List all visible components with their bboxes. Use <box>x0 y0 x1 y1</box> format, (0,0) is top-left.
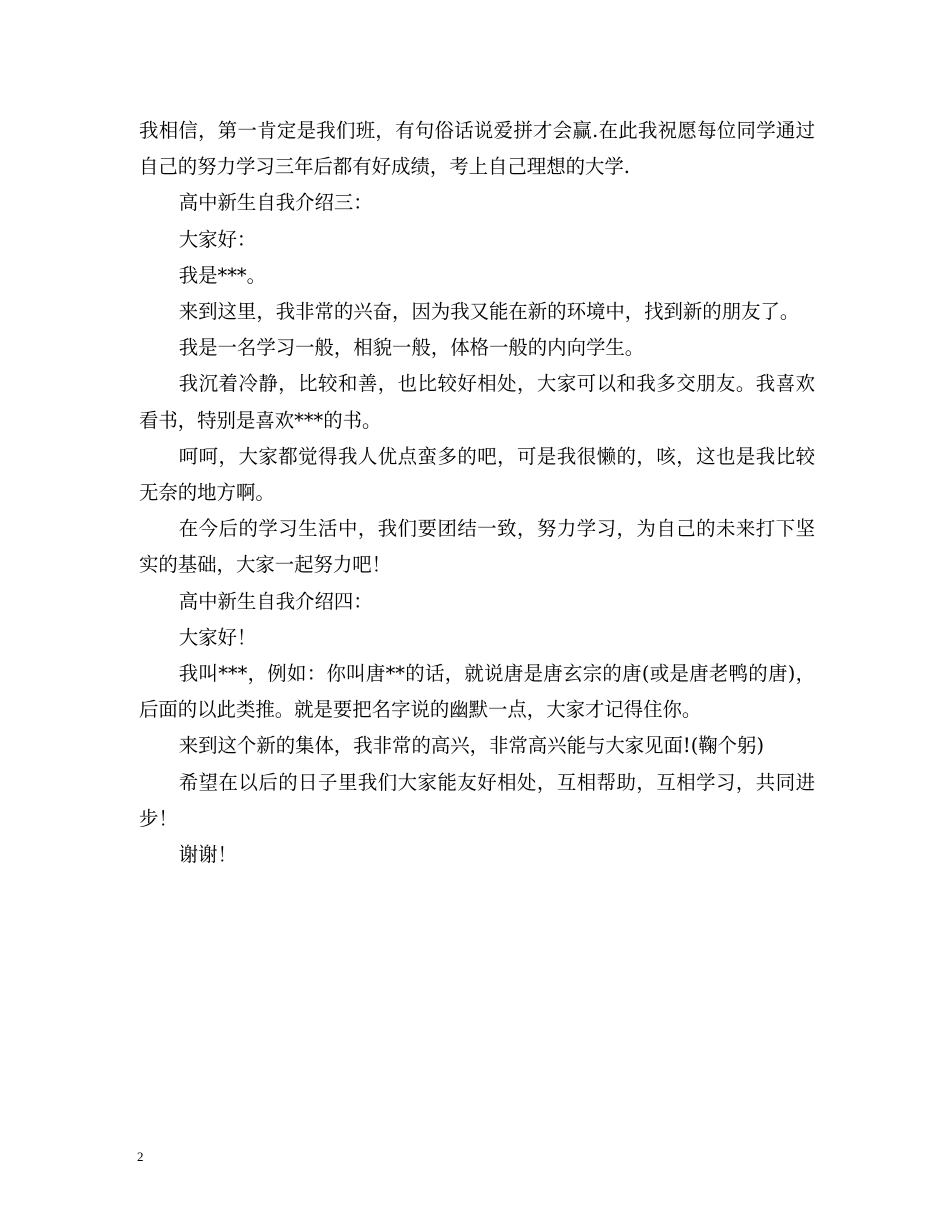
paragraph-9: 在今后的学习生活中，我们要团结一致，努力学习，为自己的未来打下坚实的基础，大家一起努力吧！ <box>139 517 815 577</box>
paragraph-4: 我是***。 <box>178 263 267 287</box>
paragraph-13: 来到这个新的集体，我非常的高兴，非常高兴能与大家见面!(鞠个躬) <box>178 734 765 758</box>
paragraph-8: 呵呵，大家都觉得我人优点蛮多的吧，可是我很懒的，咳，这也是我比较无奈的地方啊。 <box>139 444 815 505</box>
section-heading-3: 高中新生自我介绍三： <box>178 191 373 215</box>
paragraph-1: 我相信，第一肯定是我们班，有句俗话说爱拼才会赢.在此我祝愿每位同学通过自己的努力学习三年后都有好成绩，考上自己理想的大学. <box>139 119 815 179</box>
section-heading-4: 高中新生自我介绍四： <box>178 589 373 613</box>
greeting-2: 大家好！ <box>178 625 257 649</box>
greeting: 大家好： <box>178 227 257 251</box>
paragraph-6: 我是一名学习一般，相貌一般，体格一般的内向学生。 <box>178 336 645 360</box>
closing-thanks: 谢谢！ <box>178 843 237 867</box>
paragraph-7: 我沉着冷静，比较和善，也比较好相处，大家可以和我多交朋友。我喜欢看书，特别是喜欢***的书。 <box>139 372 815 432</box>
paragraph-12: 我叫***，例如：你叫唐**的话，就说唐是唐玄宗的唐(或是唐老鸭的唐)，后面的以此类推。就是要把名字说的幽默一点，大家才记得住你。 <box>139 662 815 722</box>
document-body <box>139 113 815 873</box>
paragraph-5: 来到这里，我非常的兴奋，因为我又能在新的环境中，找到新的朋友了。 <box>178 300 800 324</box>
paragraph-14: 希望在以后的日子里我们大家能友好相处，互相帮助，互相学习，共同进步！ <box>139 770 815 830</box>
page-number: 2 <box>137 1149 144 1164</box>
